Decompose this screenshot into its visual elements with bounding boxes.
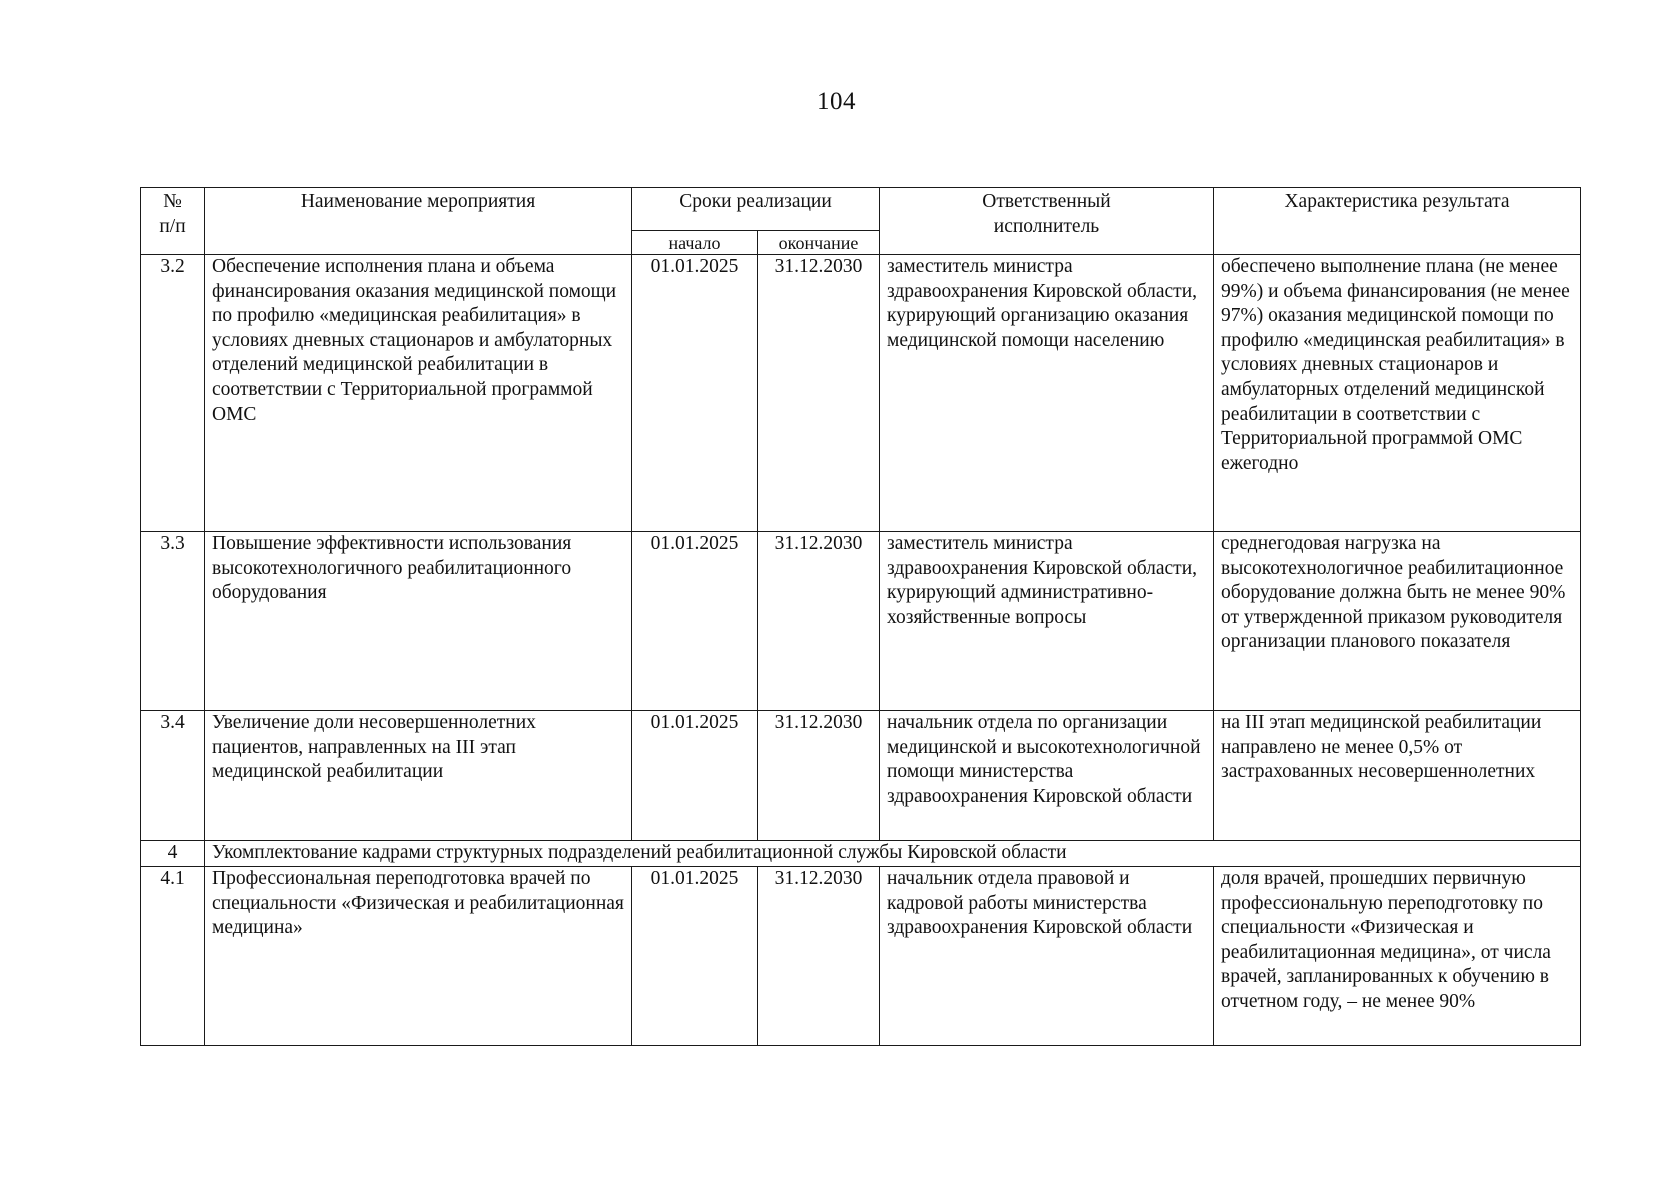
page-number: 104 <box>817 88 856 115</box>
start-date: 01.01.2025 <box>632 867 758 1046</box>
end-date: 31.12.2030 <box>758 711 880 841</box>
header-name: Наименование мероприятия <box>205 188 632 255</box>
start-date: 01.01.2025 <box>632 532 758 711</box>
table-row <box>141 532 1581 711</box>
table-row <box>141 711 1581 841</box>
header-num: № п/п <box>141 188 205 255</box>
measure-name: Обеспечение исполнения плана и объема финансирования оказания медицинской помощи по профилю «медицинская реабилитация» в условиях дневных стационаров и амбулаторных отделений медицинской реабилитации в соответствии с Территориальной программой ОМС <box>205 255 632 532</box>
header-responsible: Ответственный исполнитель <box>880 188 1214 255</box>
end-date: 31.12.2030 <box>758 867 880 1046</box>
section-row <box>141 841 1581 867</box>
responsible-person: заместитель министра здравоохранения Кировской области, курирующий административно-хозяйственные вопросы <box>880 532 1214 711</box>
table-header-row <box>141 188 1581 231</box>
row-number: 3.3 <box>141 532 205 711</box>
header-start: начало <box>632 231 758 255</box>
row-number: 3.2 <box>141 255 205 532</box>
end-date: 31.12.2030 <box>758 532 880 711</box>
responsible-person: начальник отдела правовой и кадровой работы министерства здравоохранения Кировской области <box>880 867 1214 1046</box>
measure-name: Профессиональная переподготовка врачей по специальности «Физическая и реабилитационная медицина» <box>205 867 632 1046</box>
table-row <box>141 255 1581 532</box>
end-date: 31.12.2030 <box>758 255 880 532</box>
measure-name: Повышение эффективности использования высокотехнологичного реабилитационного оборудования <box>205 532 632 711</box>
responsible-person: заместитель министра здравоохранения Кировской области, курирующий организацию оказания медицинской помощи населению <box>880 255 1214 532</box>
start-date: 01.01.2025 <box>632 255 758 532</box>
section-title: Укомплектование кадрами структурных подразделений реабилитационной службы Кировской области <box>205 841 1581 867</box>
row-number: 4.1 <box>141 867 205 1046</box>
header-result: Характеристика результата <box>1214 188 1581 255</box>
start-date: 01.01.2025 <box>632 711 758 841</box>
header-end: окончание <box>758 231 880 255</box>
expected-result: среднегодовая нагрузка на высокотехнологичное реабилитационное оборудование должна быть не менее 90% от утвержденной приказом руководителя организации планового показателя <box>1214 532 1581 711</box>
expected-result: на III этап медицинской реабилитации направлено не менее 0,5% от застрахованных несовершеннолетних <box>1214 711 1581 841</box>
responsible-person: начальник отдела по организации медицинской и высокотехнологичной помощи министерства здравоохранения Кировской области <box>880 711 1214 841</box>
table-row <box>141 867 1581 1046</box>
expected-result: доля врачей, прошедших первичную профессиональную переподготовку по специальности «Физическая и реабилитационная медицина», от числа врачей, запланированных к обучению в отчетном году, – не менее 90% <box>1214 867 1581 1046</box>
header-period: Сроки реализации <box>632 188 880 231</box>
expected-result: обеспечено выполнение плана (не менее 99%) и объема финансирования (не менее 97%) оказания медицинской помощи по профилю «медицинская реабилитация» в условиях дневных стационаров и амбулаторных отделений медицинской реабилитации в соответствии с Территориальной программой ОМС ежегодно <box>1214 255 1581 532</box>
measure-name: Увеличение доли несовершеннолетних пациентов, направленных на III этап медицинской реабилитации <box>205 711 632 841</box>
section-number: 4 <box>141 841 205 867</box>
measures-table <box>140 187 1581 1046</box>
row-number: 3.4 <box>141 711 205 841</box>
